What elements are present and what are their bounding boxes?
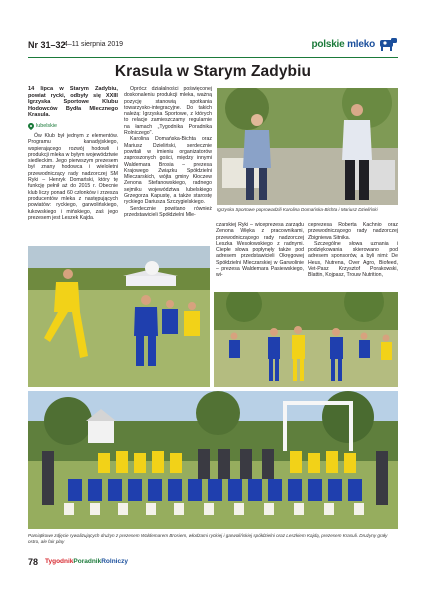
logo-word-1: Tygodnik — [45, 558, 74, 565]
issue-date: 4–11 sierpnia 2019 — [64, 41, 124, 48]
page-number: 78 — [28, 557, 39, 567]
magazine-logo — [45, 558, 128, 565]
photo-football-match — [28, 246, 210, 387]
header-divider — [28, 57, 398, 58]
article-title: Krasula w Starym Zadybiu — [114, 63, 312, 80]
brand-word-a: polskie — [311, 38, 345, 50]
logo-word-2: Poradnik — [73, 558, 102, 565]
text-column-1 — [28, 86, 118, 221]
photo-football-duel — [214, 292, 398, 387]
location-pin-icon — [28, 123, 34, 130]
issue-number: Nr 31–32 — [28, 40, 66, 50]
photo-caption: Pamiątkowe zdjęcie rywalizujących drużyn z prezesem Waldemarem Brosiem, włodzami ryckiej i garwolińskiej spółdzielni oraz Leszkiem Kajdą, prezesem Krasuli. Drużyny grały ostro, ale fair play — [28, 533, 388, 544]
page-header — [28, 40, 398, 54]
text-column-4 — [308, 222, 398, 279]
location-label: lubelskie — [36, 123, 57, 130]
brand-word-b: mleko — [347, 38, 375, 50]
cow-icon — [378, 36, 398, 52]
body-paragraph: Karolina Domańska-Bichta oraz Mariusz Dzieliński, serdecznie powitali w imieniu organizatorów zaproszonych gości, między innymi Waldemara Brosia – prezesa Krajowego Związku Spółdzielni Mleczarskich, wójta gminy Kłoczew Zenona Stefanowskiego, radnego sejmiku województwa lubelskiego Grzegorza Kapustę, a także starostę ryckiego Dariusza Szczygielskiego. — [124, 136, 212, 206]
body-paragraph: Oprócz działalności poświęconej doskonaleniu produkcji mleka, ważną pozycję stanowią spotkania towarzysko-integracyjne. Do takich należą: Igrzyska Sportowe, z których to relacje zamieszczamy regularnie na łamach „Tygodnika Poradnika Rolniczego". — [124, 86, 212, 137]
photo-team-group — [28, 391, 398, 529]
location-tag — [28, 123, 118, 130]
photo-caption: Igrzyska Sportowe poprowadzili Karolina Domańska-Bichta i Mariusz Dzieliński — [217, 207, 378, 212]
logo-word-3: Rolniczy — [101, 558, 128, 565]
article-lead: 14 lipca w Starym Zadybiu, powiat rycki, odbyły się XXIII Igrzyska Sportowe Klubu Hodowców Bydła Mlecznego Krasula. — [28, 86, 118, 119]
text-column-3 — [216, 222, 304, 279]
photo-hosts — [217, 88, 398, 205]
body-paragraph: Serdecznie powitano również przedstawicieli Spółdzielni Mle- — [124, 205, 212, 218]
body-paragraph: Szczególne słowa uznania i podziękowania skierowano pod adresem sponsorów, a byli nimi: De Heus, Nutrena, Over Agro, Biofeed, Vet-Pasz Krzysztof Porakowski, Blattin, Kojpasz, Trouw Nutrition, — [308, 240, 398, 279]
body-paragraph: ceprezesa Roberta Kachnio oraz przewodniczącego rady nadzorczej Zbigniewa Sitnika. — [308, 222, 398, 241]
body-paragraph: Ów Klub był jednym z elementów. Programu kanadyjskiego, wspierającego rozwój hodowli i produkcji mleka w byłym województwie siedleckim. Jego pierwszym prezesem był znany hodowca i wieloletni przewodniczący rady nadzorczej SM Ryki – Henryk Domański, który tę funkcję pełnił aż do 2015 r. Obecnie klub liczy ponad 60 członków i zrzesza producentów mleka z następujących powiatów: ryckiego, garwolińskiego, łukowskiego i mińskiego, zaś jego prezesem jest Leszek Kajda. — [28, 132, 118, 221]
body-paragraph: czarskiej Ryki – wiceprezesa zarządu Zenona Więka z pracownikami, przewodniczącego rady nadzorczej Leszka Wesołowskiego z radnymi. Ciepłe słowa popłynęły także pod adresem przedstawicieli Okręgowej Spółdzielni Mleczarskiej w Garwolinie – prezesa Waldemara Pasiewskiego, wi- — [216, 222, 304, 279]
text-column-2 — [124, 86, 212, 218]
polskie-mleko-logo — [311, 34, 398, 54]
